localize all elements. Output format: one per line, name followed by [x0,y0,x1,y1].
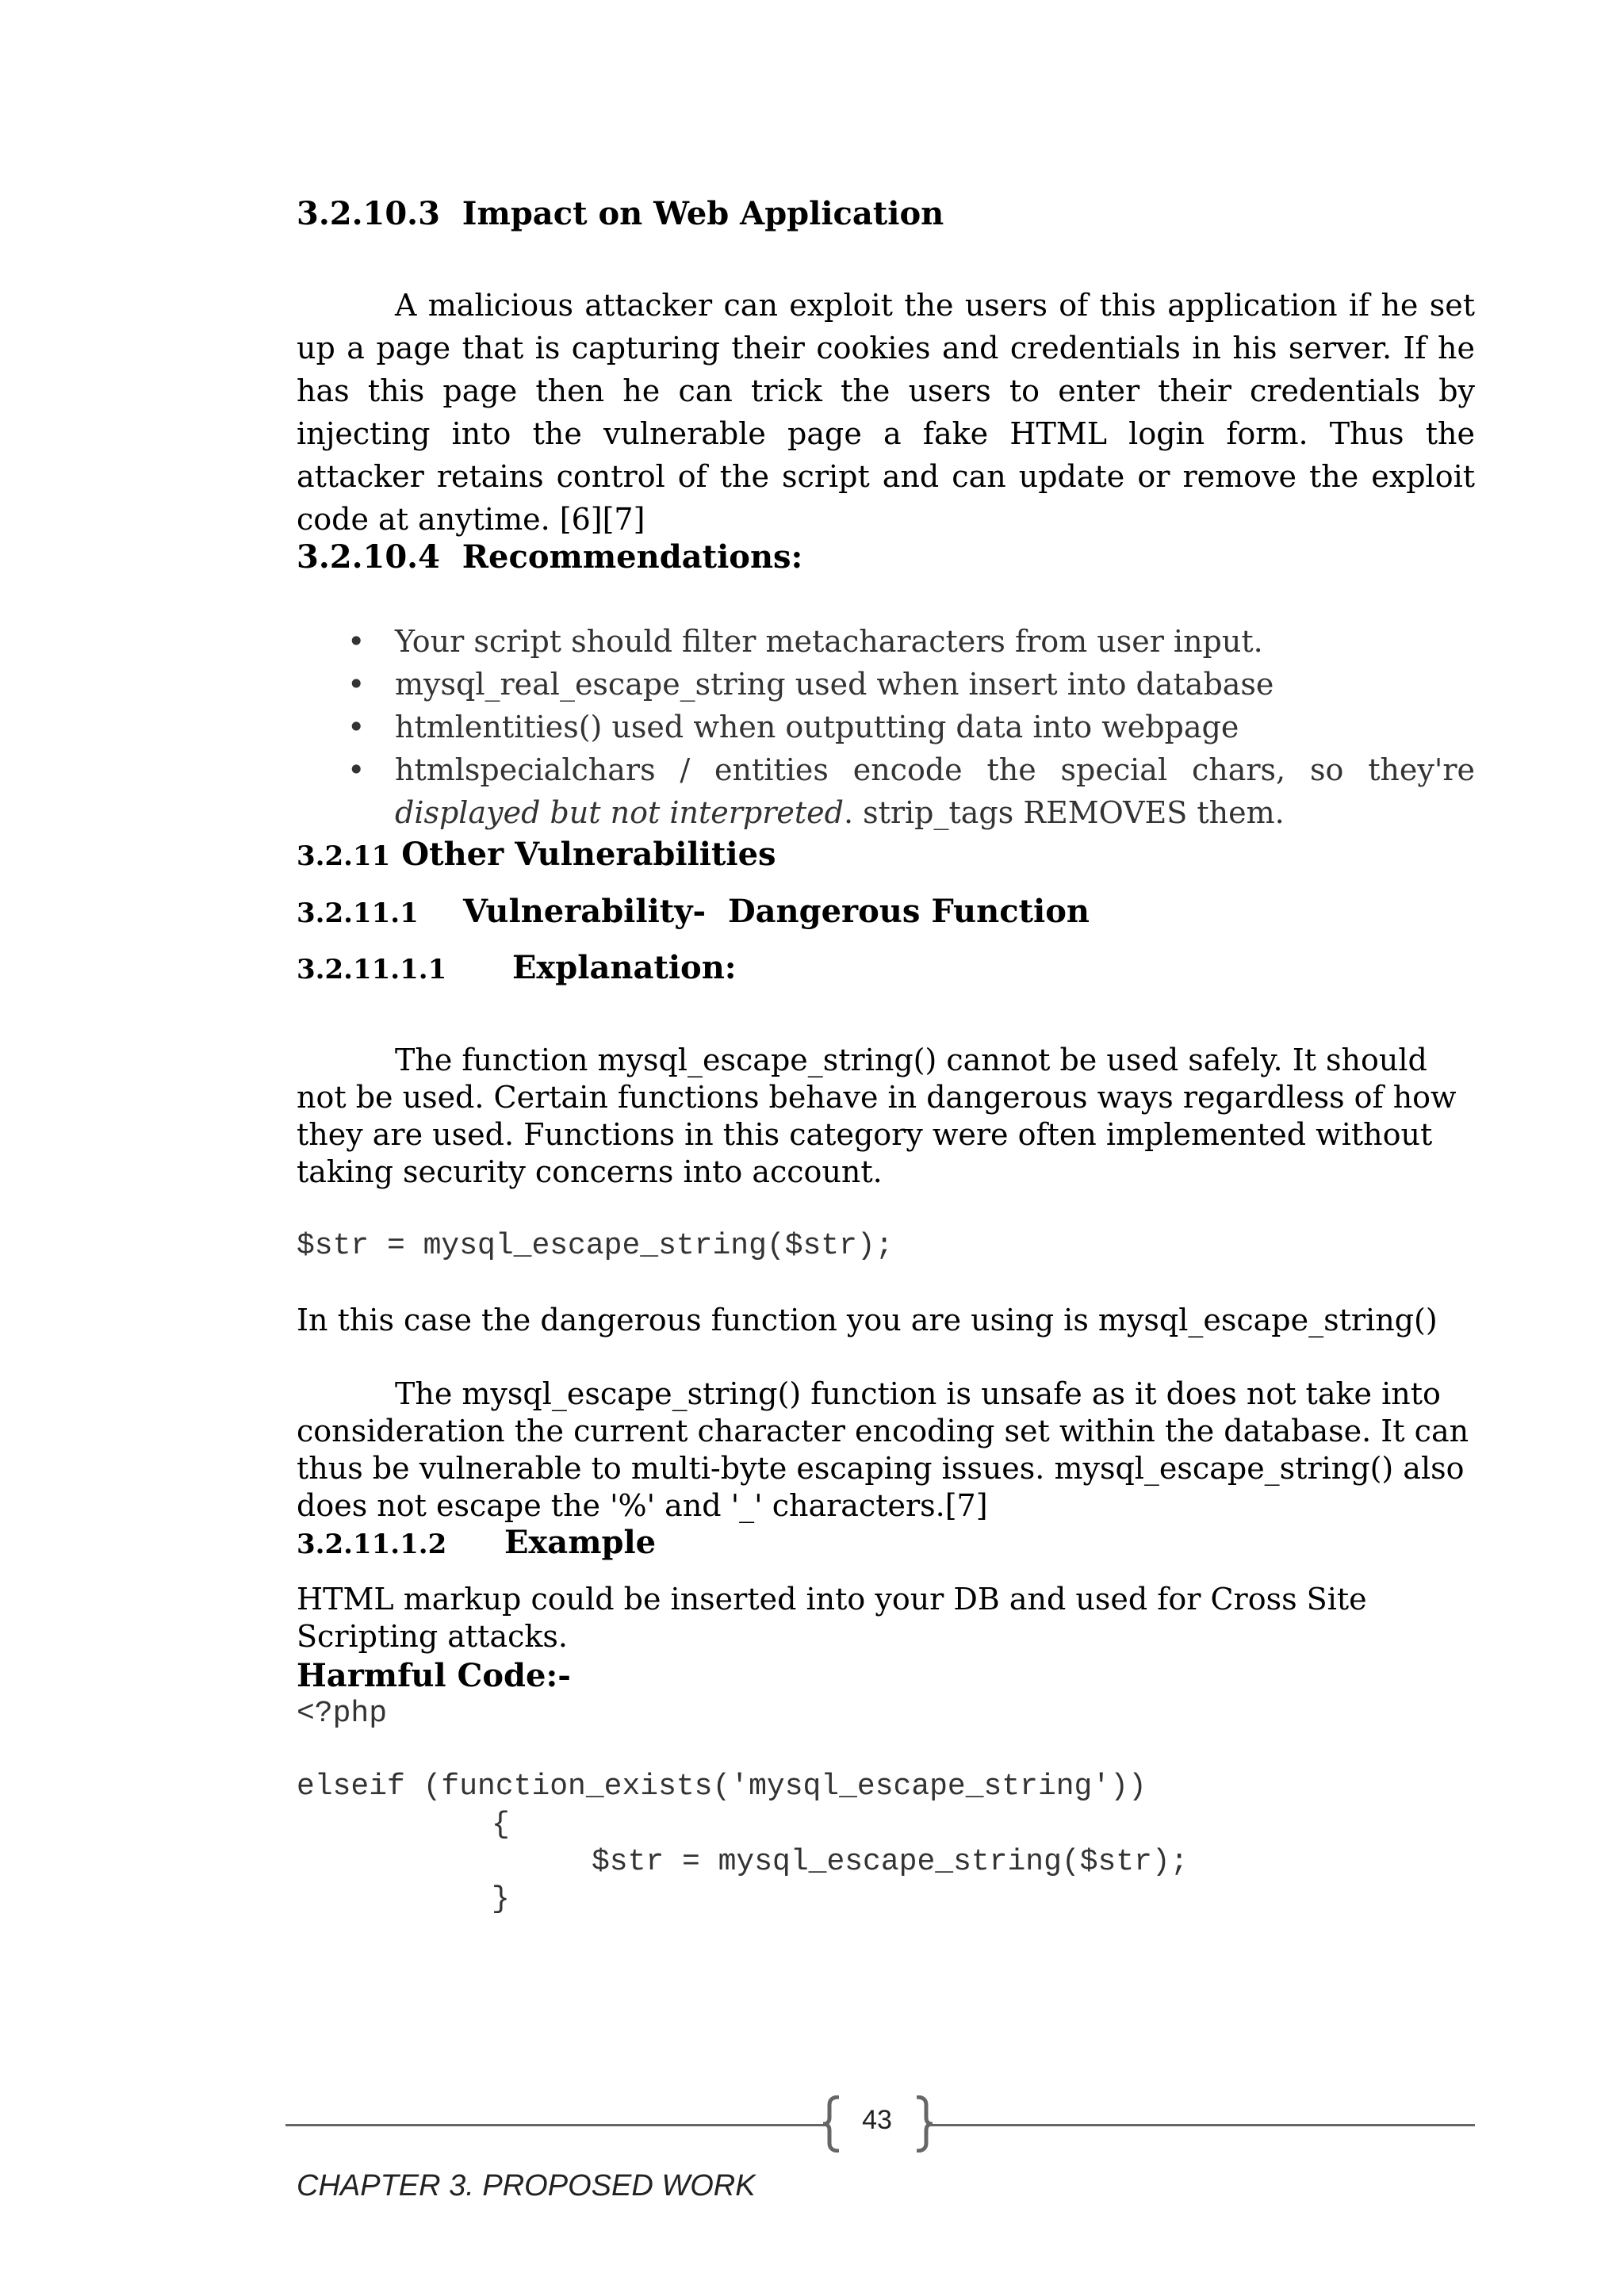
page-number: 43 [862,2105,892,2135]
footer-rule-right [928,2124,1475,2126]
bullet-icon: • [347,667,366,702]
section-title: Explanation: [511,949,737,986]
section-number: 3.2.11 [297,840,391,872]
code-block-line: $str = mysql_escape_string($str); [592,1845,1189,1879]
explanation-paragraph: The function mysql_escape_string() cannot be used safely. It should not be used. Certain functions behave in dangerous ways regardless of how they are used. Functions in this category were often implemented without taking security concerns into account. [297,1043,1457,1189]
harmful-code-label: Harmful Code:- [297,1657,571,1694]
section-title: Example [504,1524,657,1561]
section-number: 3.2.11.1 [297,897,419,929]
code-block-line: } [492,1882,510,1916]
section-title: Vulnerability- Dangerous Function [462,893,1090,930]
code-block-line: elseif (function_exists('mysql_escape_string')) [297,1770,1147,1804]
list-item-text: mysql_real_escape_string used when insert into database [395,667,1274,702]
list-item [297,620,1475,663]
section-heading-explanation [297,949,737,986]
recommendations-list [297,620,1475,834]
example-paragraph: HTML markup could be inserted into your DB and used for Cross Site Scripting attacks. [297,1582,1367,1654]
list-item-text: Your script should filter metacharacters from user input. [395,624,1263,659]
section-number: 3.2.11.1.2 [297,1529,447,1560]
section-number: 3.2.10.4 [297,538,440,576]
section-heading-impact [297,195,944,232]
list-item [297,706,1475,748]
bullet-icon: • [347,752,366,787]
section-heading-other-vulnerabilities [297,836,776,873]
unsafe-explanation-paragraph: The mysql_escape_string() function is unsafe as it does not take into consideration the current character encoding set within the database. It can thus be vulnerable to multi-byte escaping issues. mysql_escape_string() also does not escape the '%' and '_' characters.[7] [297,1376,1469,1523]
section-number: 3.2.11.1.1 [297,954,447,985]
section-title: Recommendations: [462,538,803,576]
list-item [297,663,1475,706]
list-item [297,748,1475,834]
bullet-icon: • [347,624,366,659]
footer-rule-left [285,2124,826,2126]
list-item-text: htmlentities() used when outputting data into webpage [395,710,1239,744]
section-heading-example [297,1524,657,1561]
section-title: Other Vulnerabilities [401,836,776,873]
section-title: Impact on Web Application [462,195,944,232]
code-snippet: $str = mysql_escape_string($str); [297,1229,894,1263]
list-item-text: htmlspecialchars / entities encode the special chars, so they're [395,752,1475,787]
section-heading-recommendations [297,538,803,576]
section-heading-dangerous-function [297,893,1090,930]
bullet-icon: • [347,710,366,744]
impact-paragraph: A malicious attacker can exploit the users of this application if he set up a page that is capturing their cookies and credentials in his server. If he has this page then he can trick the users to enter their credentials by injecting into the vulnerable page a fake HTML login form. Thus the attacker retains control of the script and can update or remove the exploit code at anytime. [6][7] [297,288,1475,537]
code-block-line: <?php [297,1697,388,1731]
list-item-text: . strip_tags REMOVES them. [843,795,1285,830]
chapter-footer: CHAPTER 3. PROPOSED WORK [297,2169,756,2202]
section-number: 3.2.10.3 [297,195,440,232]
code-block-line: { [492,1808,510,1842]
dangerous-function-line: In this case the dangerous function you are using is mysql_escape_string() [297,1303,1438,1337]
emphasis-text: displayed but not interpreted [395,795,844,830]
